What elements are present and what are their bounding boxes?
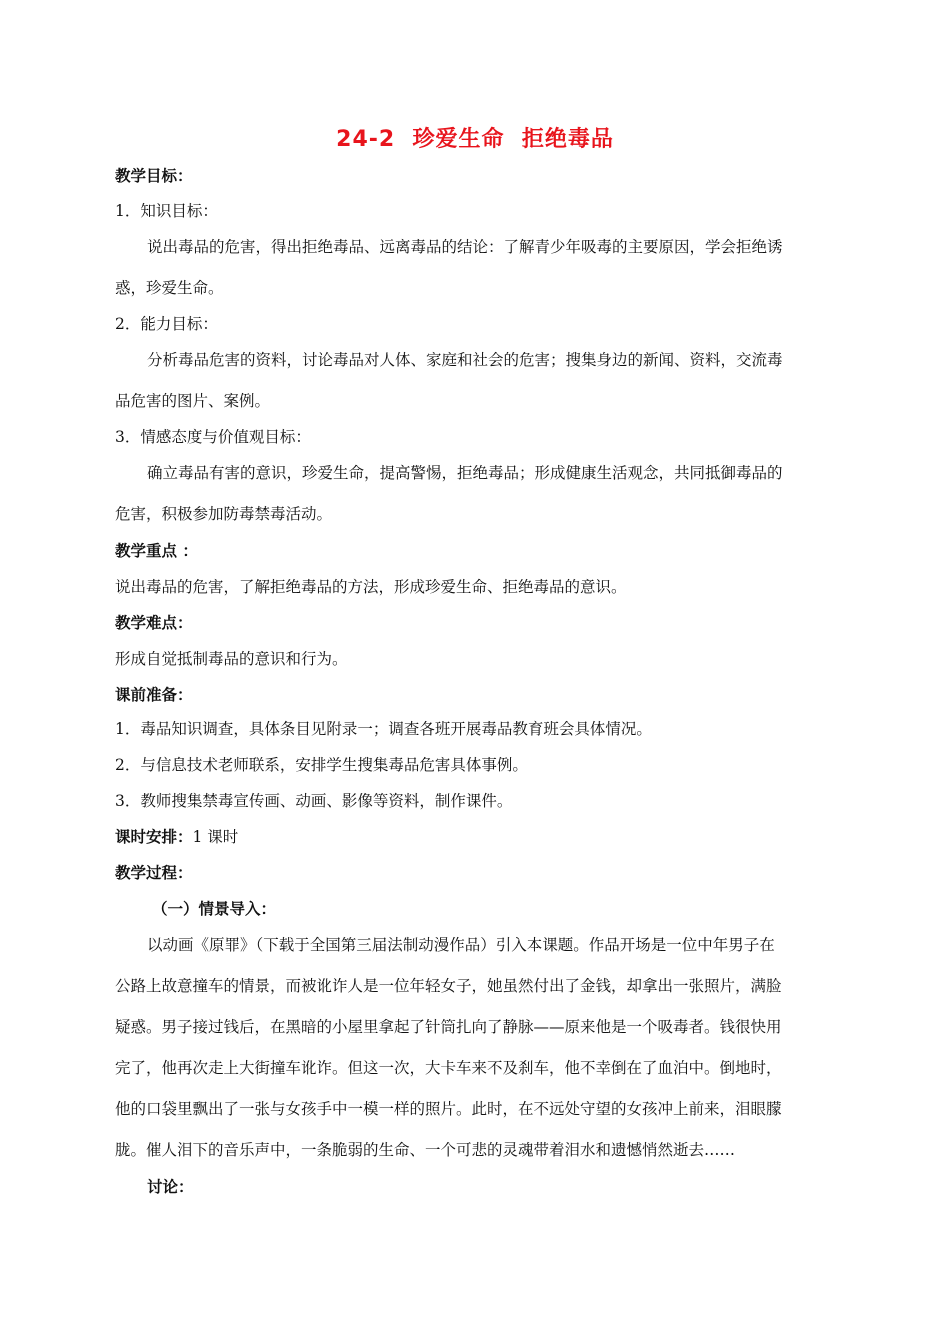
paragraph-line: 疑惑。男子接过钱后，在黑暗的小屋里拿起了针筒扎向了静脉——原来他是一个吸毒者。钱很快用	[115, 1018, 782, 1036]
values-objective-line: 确立毒品有害的意识，珍爱生命，提高警惕，拒绝毒品；形成健康生活观念，共同抵御毒品的	[147, 464, 783, 482]
ability-objective-line: 分析毒品危害的资料，讨论毒品对人体、家庭和社会的危害；搜集身边的新闻、资料，交流毒	[147, 351, 783, 369]
key-points-heading: 教学重点 ：	[115, 541, 198, 560]
section-heading: （一）情景导入：	[152, 899, 277, 918]
preparation-item: 1．毒品知识调查，具体条目见附录一；调查各班开展毒品教育班会具体情况。	[115, 720, 652, 738]
knowledge-objective-label: 1．知识目标：	[115, 202, 218, 220]
key-points-text: 说出毒品的危害，了解拒绝毒品的方法，形成珍爱生命、拒绝毒品的意识。	[115, 578, 627, 596]
knowledge-objective-line: 说出毒品的危害，得出拒绝毒品、远离毒品的结论：了解青少年吸毒的主要原因，学会拒绝诱	[147, 238, 783, 256]
paragraph-line: 胧。催人泪下的音乐声中，一条脆弱的生命、一个可悲的灵魂带着泪水和遗憾悄然逝去……	[115, 1141, 736, 1159]
process-heading: 教学过程：	[115, 863, 193, 882]
ability-objective-line: 品危害的图片、案例。	[115, 392, 271, 410]
schedule-heading: 课时安排：	[115, 827, 193, 846]
difficulties-text: 形成自觉抵制毒品的意识和行为。	[115, 650, 348, 668]
objectives-heading: 教学目标：	[115, 166, 193, 185]
values-objective-label: 3．情感态度与价值观目标：	[115, 428, 311, 446]
preparation-heading: 课前准备：	[115, 685, 193, 704]
paragraph-line: 完了，他再次走上大街撞车讹诈。但这一次，大卡车来不及刹车，他不幸倒在了血泊中。倒地时，	[115, 1059, 782, 1077]
discussion-heading: 讨论：	[147, 1177, 194, 1196]
paragraph-line: 他的口袋里飘出了一张与女孩手中一模一样的照片。此时，在不远处守望的女孩冲上前来，泪眼朦	[115, 1100, 782, 1118]
preparation-item: 2．与信息技术老师联系，安排学生搜集毒品危害具体事例。	[115, 756, 528, 774]
schedule-line	[115, 827, 840, 847]
paragraph-line: 以动画《原罪》（下载于全国第三届法制动漫作品）引入本课题。作品开场是一位中年男子在	[147, 936, 775, 954]
knowledge-objective-line: 惑，珍爱生命。	[115, 279, 224, 297]
preparation-item: 3．教师搜集禁毒宣传画、动画、影像等资料，制作课件。	[115, 792, 513, 810]
ability-objective-label: 2．能力目标：	[115, 315, 218, 333]
values-objective-line: 危害，积极参加防毒禁毒活动。	[115, 505, 333, 523]
document-title: 24-2 珍爱生命 拒绝毒品	[336, 127, 614, 152]
paragraph-line: 公路上故意撞车的情景，而被讹诈人是一位年轻女子，她虽然付出了金钱，却拿出一张照片，满脸	[115, 977, 782, 995]
schedule-value: 1 课时	[192, 828, 239, 846]
difficulties-heading: 教学难点：	[115, 613, 193, 632]
